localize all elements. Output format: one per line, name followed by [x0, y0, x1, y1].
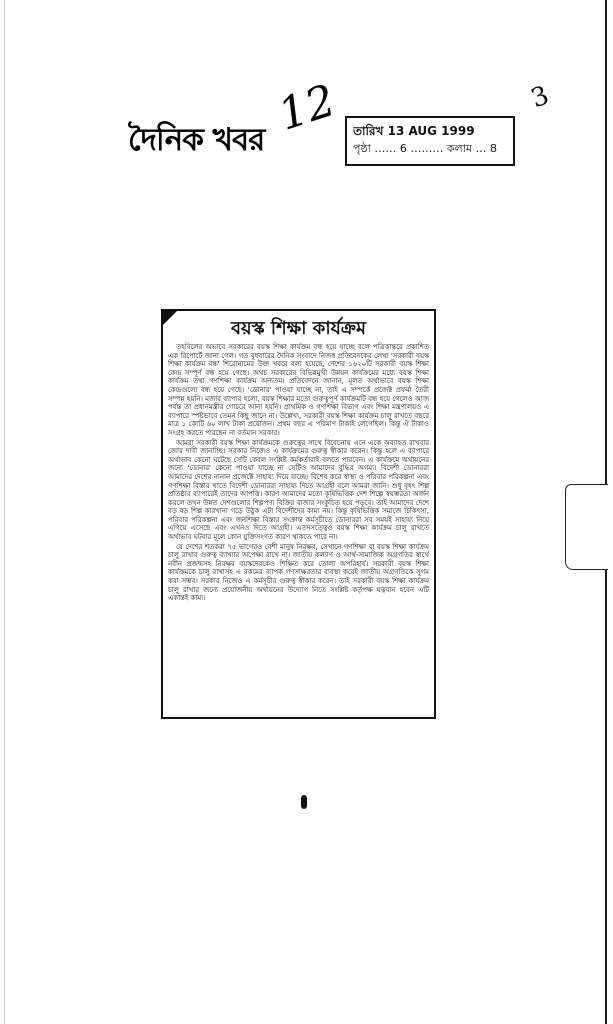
article-body — [163, 343, 434, 603]
stamp-date-row — [353, 122, 507, 140]
clipping-corner-mark — [163, 311, 177, 325]
stamp-date-label: তারিখ — [353, 124, 384, 138]
article-title: বয়স্ক শিক্ষা কার্যক্রম — [231, 318, 366, 339]
article-paragraph: তহবিলের অভাবে সরকারের বয়স্ক শিক্ষা কার্যক্রম বন্ধ হয়ে যাচ্ছে বলে পত্রিকান্তরে প্রকাশিত এক রিপোর্টে জানা গেল। গত বুধবারের দৈনিক সংবাদে নিজস্ব প্রতিবেদকের লেখা 'সরকারী বয়স্ক শিক্ষা কার্যক্রম বন্ধ' শিরোনামের উক্ত খবরে বলা হয়েছে, দেশের ১৬২০টি সরকারী বয়স্ক শিক্ষা কেন্দ্র সম্পূর্ণ বন্ধ হয়ে গেছে। অথচ সরকারের বিভিন্নমুখী উন্নয়ন কার্যক্রমের মধ্যে বয়স্ক শিক্ষা কার্যক্রম তথা গণশিক্ষা কার্যক্রম অন্যতম। প্রতিবেদনে জানান, মূলত অর্থাভাবে বয়স্ক শিক্ষা কেন্দ্রগুলো বন্ধ হয়ে গেছে। 'ডোনার' পাওয়া যাচ্ছে না, তাই এ সম্পর্কে প্রজেক্ট প্রফর্মা তৈরী সম্পন্ন হয়নি। মজার ব্যাপার হলো, বয়স্ক শিক্ষার মতো গুরুত্বপূর্ণ কার্যক্রমটি বন্ধ হয়ে গেলেও আজ পর্যন্ত তা প্রধানমন্ত্রীর গোচরে আনা হয়নি। প্রাথমিক ও গণশিক্ষা বিভাগ এবং শিক্ষা মন্ত্রণালয়ও এ ব্যাপারে স্পষ্টভাবে তেমন কিছু জানে না। উল্লেখ্য, সরকারী বয়স্ক শিক্ষা কার্যক্রম চালু রাখতে বছরে মাত্র ১ কোটি ৬০ লাখ টাকা প্রয়োজন। প্রথম বছর এ পরিমাণ টাকাই লেগেছিল। কিন্তু ঐ টাকাও সংগ্রহ করতে পারছেন না বর্তমান সরকার। — [168, 343, 429, 437]
date-stamp — [345, 116, 515, 166]
stamp-page-row: পৃষ্ঠা …… 6 ……… কলাম … 8 — [353, 142, 498, 155]
paper-scrap — [565, 484, 608, 570]
article-paragraph: আমরা সরকারী বয়স্ক শিক্ষা কার্যক্রমকে গুরুত্বের সাথে বিবেচনায় এনে একে অব্যাহত রাখবার জোর দাবী জানাচ্ছি। সরকার নিজেও এ কার্যক্রমের গুরুত্ব স্বীকার করেন। কিন্তু হলে এ ব্যাপারে অর্থাভাব কেনো ঘটেছে সেটি কেবল সংশ্লিষ্ট কর্মকর্তারাই বলতে পারবেন। এ কার্যক্রমে অর্থায়নের জন্যে 'ডোনার' কেনো পাওয়া যাচ্ছে না সেটিও আমাদের বুদ্ধির অগম্য। বিদেশী ডোনাররা আমাদের দেশের নানান প্রজেক্টে সাহায্য দিয়ে যাচ্ছে। বিশেষ করে স্বাস্থ্য ও পরিবার পরিকল্পনা এবং গণশিক্ষা বিস্তার খাতে বিদেশী ডোনাররা সাহায্য দিতে আগ্রহী বলে আমরা জানি। শুধু বৃহৎ শিল্প প্রতিষ্ঠার ব্যাপারেই তাদের আপত্তি। কারণ আমাদের মতো কৃষিভিত্তিক দেশ শিল্পে স্বয়ম্ভরতা অর্জন করলে তখন উন্নত দেশগুলোর শিল্পপণ্য বিক্রির বাজার সংকুচিত হয়ে পড়বে। তাই আমাদের দেশে বড় বড় শিল্প কারখানা গড়ে উঠুক এটা বিদেশীদের কাম্য নয়। কিন্তু কৃষিভিত্তিক সমাজে চিকিৎসা, পরিবার পরিকল্পনা এবং জনশিক্ষা বিস্তার সংক্রান্ত কর্মসূচীতে ডোনাররা সব সময়ই সাহায্য নিয়ে এগিয়ে এসেছে এবং এখনও দিতে আগ্রহী। এতদসত্ত্বেও বয়স্ক শিক্ষা কার্যক্রম চালু রাখতে অর্থাভাব ঘটবার মূলে কোন যুক্তিসংগত কারণ থাকতে পারে না। — [168, 438, 429, 542]
stamp-column-value: 8 — [490, 142, 498, 155]
page-edge-left — [4, 0, 5, 1024]
handwritten-corner-mark: 3 — [527, 80, 553, 115]
handwritten-number: 12 — [272, 74, 342, 141]
newspaper-clipping — [161, 309, 436, 719]
stamp-column-label: কলাম — [446, 142, 473, 155]
article-paragraph: যে দেশের শতকরা ৭৫ ভাগেরও বেশী মানুষ নিরক্ষর, সেখানে গণশিক্ষা বা বয়স্ক শিক্ষা কার্যক্রম চালু রাখার গুরুত্ব ব্যাখ্যার অপেক্ষা রাখে না। জাতীয় কল্যাণ ও আর্থ-সামাজিক অগ্রগতির স্বার্থে নবীন প্রজন্মসহ নিরক্ষর বয়স্কদেরকেও শিক্ষিত করে তোলা অপরিহার্য। সরকারী বয়স্ক শিক্ষা কার্যক্রমকে চালু রাখাসহ এ রকমের ব্যাপক গণসাক্ষরতার ব্যবস্থা করেই জাতীয় অগ্রগতিকে সুগম করা সম্ভব। সরকার নিজেও এ কর্মসূচীর গুরুত্ব স্বীকার করেন। তাই সরকারী বয়স্ক শিক্ষা কার্যক্রম চালু রাখার জন্যে প্রয়োজনীয় অর্থায়নের উদ্যোগ নিতে সংশ্লিষ্ট কর্তৃপক্ষ যত্নবান হবেন এটি একান্তই কাম্য। — [168, 542, 429, 603]
punch-mark — [301, 795, 307, 809]
newspaper-masthead: দৈনিক খবর — [128, 122, 265, 158]
stamp-page-value: 6 — [399, 142, 407, 155]
stamp-page-label: পৃষ্ঠা — [353, 142, 371, 155]
stamp-date-value: 13 AUG 1999 — [387, 124, 475, 138]
